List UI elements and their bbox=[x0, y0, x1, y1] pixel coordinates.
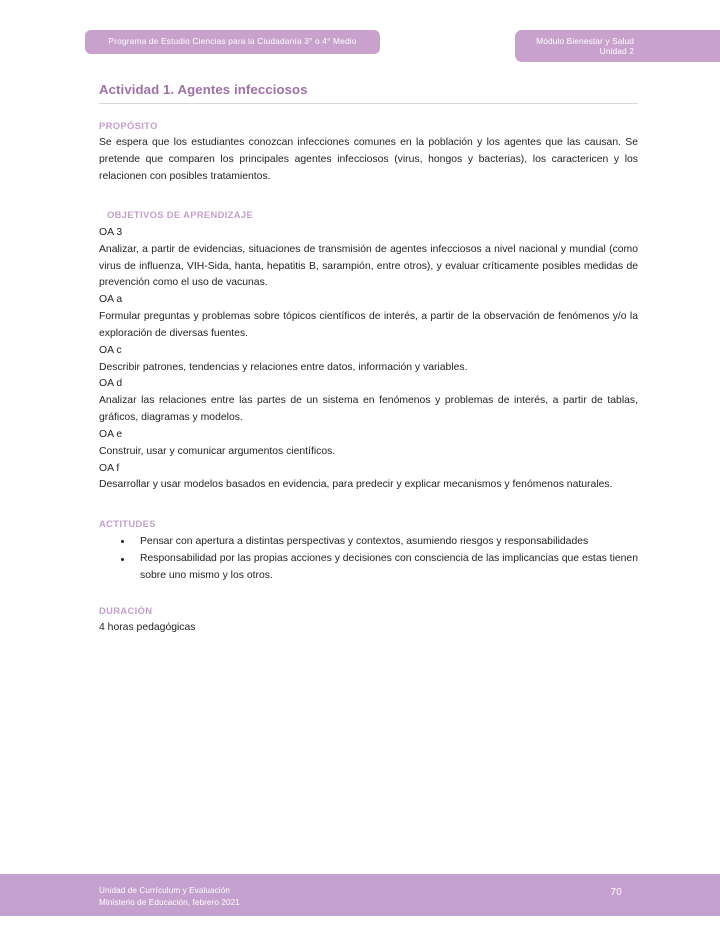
objetivo-item bbox=[99, 461, 638, 495]
actitudes-section bbox=[99, 518, 638, 585]
objetivo-description: Analizar, a partir de evidencias, situaciones de transmisión de agentes infecciosos a nivel nacional y mundial (como virus de influenza, VIH-Sida, hanta, hepatitis B, sarampión, entre otros), y evaluar críticamente posibles medidas de prevención como el uso de vacunas. bbox=[99, 243, 638, 289]
program-badge bbox=[85, 30, 380, 54]
page-header bbox=[0, 30, 720, 64]
footer-inner bbox=[0, 874, 720, 916]
objetivo-description: Analizar las relaciones entre las partes de un sistema en fenómenos y problemas de interés, a partir de tablas, gráficos, diagramas y modelos. bbox=[99, 395, 638, 424]
module-badge-unit: Unidad 2 bbox=[599, 46, 634, 56]
page-title: Actividad 1. Agentes infecciosos bbox=[99, 82, 308, 97]
list-item bbox=[99, 534, 638, 551]
objetivo-description: Construir, usar y comunicar argumentos científicos. bbox=[99, 445, 336, 457]
list-item bbox=[99, 551, 638, 585]
objetivo-description: Desarrollar y usar modelos basados en evidencia, para predecir y explicar mecanismos y fenómenos naturales. bbox=[99, 479, 613, 491]
bullet-icon bbox=[121, 558, 124, 561]
list-item-text: Responsabilidad por las propias acciones y decisiones con consciencia de las implicancias que estas tienen sobre uno mismo y los otros. bbox=[140, 553, 638, 582]
title-divider bbox=[99, 103, 638, 104]
page-number: 70 bbox=[610, 887, 622, 898]
objetivo-item bbox=[99, 225, 638, 292]
duracion-section bbox=[99, 605, 638, 637]
bullet-icon bbox=[121, 540, 124, 543]
objetivo-description: Formular preguntas y problemas sobre tópicos científicos de interés, a partir de la observación de fenómenos y/o la exploración de diversas fuentes. bbox=[99, 311, 638, 339]
objetivo-item bbox=[99, 376, 638, 427]
page-footer bbox=[0, 874, 720, 916]
objetivo-code: OA e bbox=[99, 428, 123, 440]
program-badge-text: Programa de Estudio Ciencias para la Ciudadanía 3° o 4° Medio bbox=[108, 36, 357, 47]
module-badge-title: Módulo Bienestar y Salud bbox=[536, 35, 634, 46]
objetivo-code: OA 3 bbox=[99, 226, 123, 238]
objetivo-code: OA c bbox=[99, 344, 122, 356]
objetivo-code: OA a bbox=[99, 294, 123, 306]
list-item-text: Pensar con apertura a distintas perspectivas y contextos, asumiendo riesgos y responsabilidades bbox=[140, 535, 589, 547]
footer-line-2: Ministerio de Educación, febrero 2021 bbox=[99, 897, 240, 907]
objetivo-description: Describir patrones, tendencias y relaciones entre datos, información y variables. bbox=[99, 361, 468, 373]
proposito-label: PROPÓSITO bbox=[99, 119, 158, 131]
duracion-text: 4 horas pedagógicas bbox=[99, 622, 196, 634]
document-content bbox=[99, 82, 638, 637]
actitudes-label: ACTITUDES bbox=[99, 518, 156, 530]
module-badge bbox=[515, 30, 720, 62]
objetivos-label: OBJETIVOS DE APRENDIZAJE bbox=[107, 208, 254, 220]
proposito-text: Se espera que los estudiantes conozcan infecciones comunes en la población y los agentes que las causan. Se pretende que comparen los principales agentes infecciosos (virus, hongos y bacterias), los caractericen y los relacionen con posibles tratamientos. bbox=[99, 137, 638, 182]
objetivo-item bbox=[99, 427, 638, 461]
objetivo-item bbox=[99, 343, 638, 377]
proposito-section bbox=[99, 120, 638, 186]
objetivo-code: OA d bbox=[99, 378, 123, 390]
objetivo-item bbox=[99, 292, 638, 343]
actitudes-list bbox=[99, 534, 638, 586]
objetivos-section bbox=[99, 209, 638, 495]
footer-line-1: Unidad de Currículum y Evaluación bbox=[99, 886, 230, 895]
objetivo-code: OA f bbox=[99, 462, 120, 474]
duracion-label: DURACIÓN bbox=[99, 605, 153, 617]
